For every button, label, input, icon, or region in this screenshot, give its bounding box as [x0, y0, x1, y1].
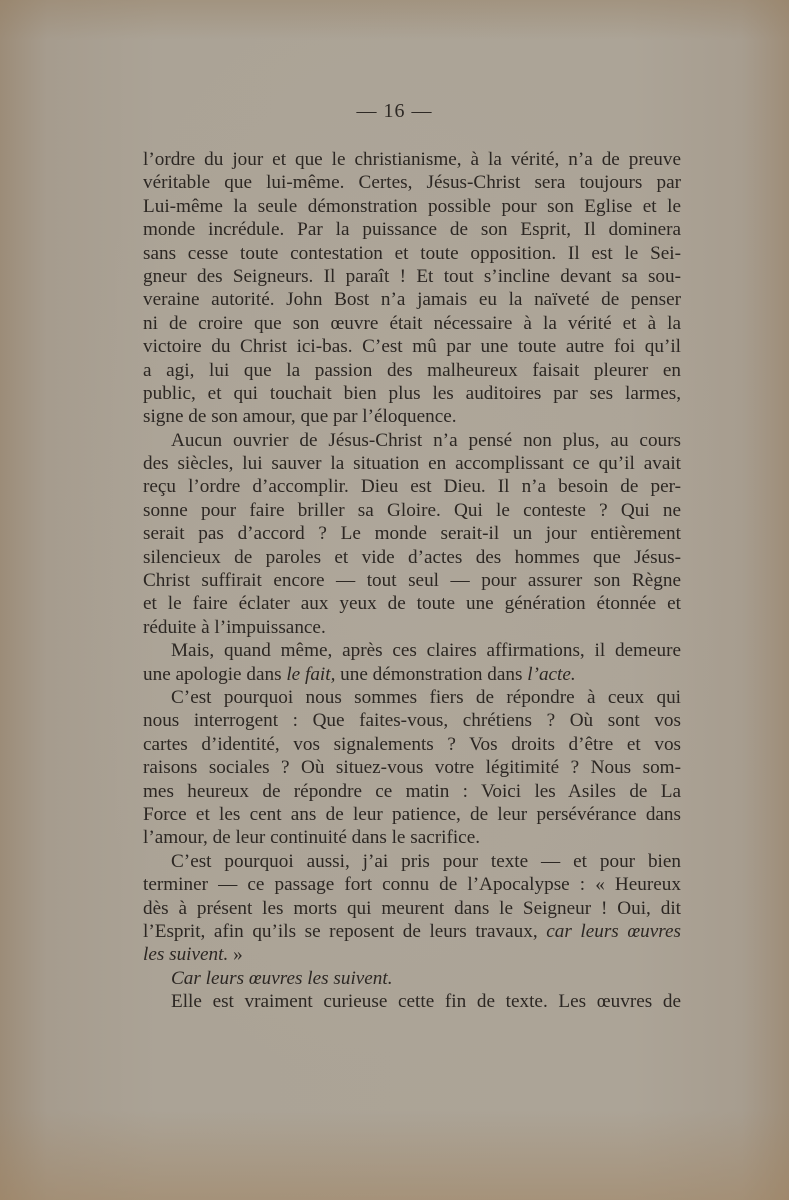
text-line: a agi, lui que la passion des malheureux faisait pleurer en — [143, 359, 681, 381]
text-line: des siècles, lui sauver la situation en accomplissant ce qu’il avait — [143, 453, 681, 475]
text-line: véritable que lui-même. Certes, Jésus-Christ sera toujours par — [143, 172, 681, 194]
text-line: cartes d’identité, vos signalements ? Vos droits d’être et vos — [143, 733, 681, 755]
text-line: Elle est vraiment curieuse cette fin de texte. Les œuvres de — [171, 991, 681, 1013]
text-line — [143, 943, 681, 966]
page-number: — 16 — — [356, 100, 433, 122]
text-run: une apologie dans — [143, 663, 287, 685]
text-line: sonne pour faire briller sa Gloire. Qui le conteste ? Qui ne — [143, 499, 681, 521]
page-top-edge-stain — [0, 0, 789, 40]
text-line: reçu l’ordre d’accomplir. Dieu est Dieu. Il n’a besoin de per- — [143, 476, 681, 498]
text-line: serait pas d’accord ? Le monde serait-il un jour entièrement — [143, 523, 681, 545]
page-bottom-edge-stain — [0, 1110, 789, 1200]
text-line: nous interrogent : Que faites-vous, chrétiens ? Où sont vos — [143, 710, 681, 732]
italic-text-run: l’acte. — [527, 663, 576, 685]
text-line: Lui-même la seule démonstration possible pour son Eglise et le — [143, 195, 681, 217]
text-line: dès à présent les morts qui meurent dans le Seigneur ! Oui, dit — [143, 897, 681, 919]
text-run: » — [228, 944, 243, 966]
text-line: raisons sociales ? Où situez-vous votre légitimité ? Nous som- — [143, 757, 681, 779]
text-line: C’est pourquoi nous sommes fiers de répondre à ceux qui — [171, 686, 681, 708]
italic-text-run: le fait, — [286, 663, 336, 685]
text-line — [143, 920, 681, 943]
text-line: victoire du Christ ici-bas. C’est mû par une toute autre foi qu’il — [143, 336, 681, 358]
text-line: et le faire éclater aux yeux de toute une génération étonnée et — [143, 593, 681, 615]
italic-text-run: les suivent. — [143, 944, 229, 966]
text-line: réduite à l’impuissance. — [143, 616, 326, 638]
italic-text-run: Car leurs œuvres les suivent. — [171, 967, 393, 989]
text-run: une démonstration dans — [335, 663, 528, 685]
text-line: public, et qui touchait bien plus les auditoires par ses larmes, — [143, 382, 681, 404]
text-line: Christ suffirait encore — tout seul — pour assurer son Règne — [143, 570, 681, 592]
text-line: l’amour, de leur continuité dans le sacrifice. — [143, 827, 481, 849]
text-run: l’Esprit, afin qu’ils se reposent de leurs travaux, — [143, 920, 547, 942]
text-line: monde incrédule. Par la puissance de son Esprit, Il dominera — [143, 219, 681, 241]
body-text — [143, 148, 681, 1013]
text-line: silencieux de paroles et vide d’actes des hommes que Jésus- — [143, 546, 681, 568]
text-line: Aucun ouvrier de Jésus-Christ n’a pensé non plus, au cours — [171, 429, 681, 451]
text-line — [143, 967, 681, 990]
text-line: sans cesse toute contestation et toute opposition. Il est le Sei- — [143, 242, 681, 264]
text-line: mes heureux de répondre ce matin : Voici les Asiles de La — [143, 780, 681, 802]
text-line: Mais, quand même, après ces claires affirmations, il demeure — [171, 640, 681, 662]
text-line: signe de son amour, que par l’éloquence. — [143, 406, 457, 428]
text-line: Force et les cent ans de leur patience, de leur persévérance dans — [143, 803, 681, 825]
text-line: veraine autorité. John Bost n’a jamais eu la naïveté de penser — [143, 289, 681, 311]
text-line: l’ordre du jour et que le christianisme, à la vérité, n’a de preuve — [143, 149, 681, 170]
text-line: terminer — ce passage fort connu de l’Apocalypse : « Heureux — [143, 874, 681, 896]
text-line: ni de croire que son œuvre était nécessaire à la vérité et à la — [143, 312, 681, 334]
italic-text-run: car leurs œuvres — [546, 920, 681, 942]
text-line — [143, 663, 681, 686]
text-line: C’est pourquoi aussi, j’ai pris pour texte — et pour bien — [171, 850, 681, 872]
text-line: gneur des Seigneurs. Il paraît ! Et tout s’incline devant sa sou- — [143, 265, 681, 287]
